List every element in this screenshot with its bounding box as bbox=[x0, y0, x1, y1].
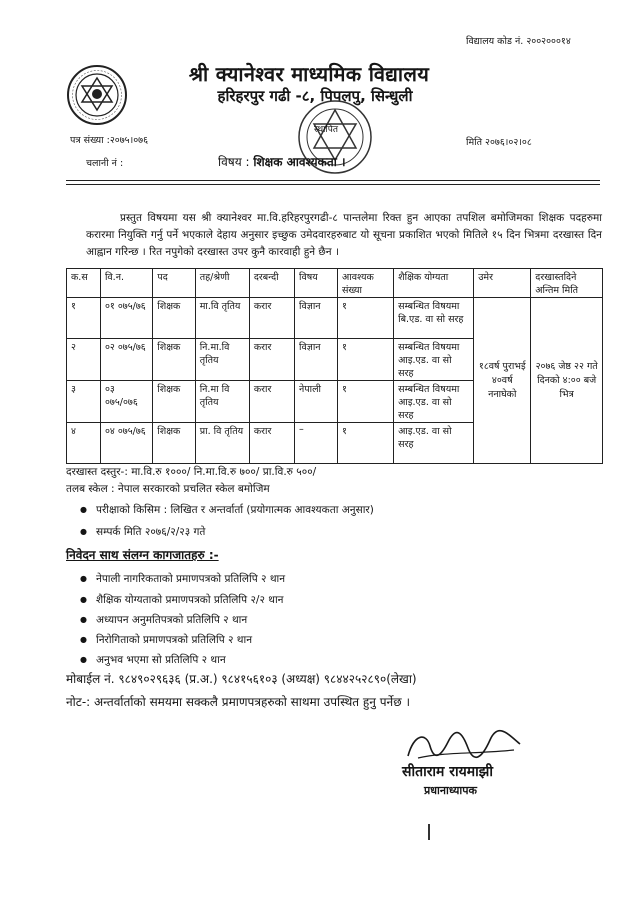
cell-level: नि.मा वि तृतिय bbox=[195, 381, 249, 423]
cell-sn: १ bbox=[67, 298, 101, 339]
mobile-numbers: मोबाईल नं. ९८४९०२९६३६ (प्र.अ.) ९८४१५६१०३ (अध्यक्ष) ९८४४२५२८९०(लेखा) bbox=[66, 672, 417, 686]
cell-post: शिक्षक bbox=[153, 339, 195, 381]
notice-body: प्रस्तुत विषयमा यस श्री क्यानेश्वर मा.वि.हरिहरपुरगढी-८ पान्तलेमा रिक्त हुन आएका तपशिल बमोजिमका शिक्षक पदहरुमा करारमा नियुक्ति गर्नु पर्ने भएकाले देहाय अनुसार इच्छुक उमेदवारहरुबाट यो सूचना प्रकाशित भएको मितिले १५ दिन भित्रमा दरखास्त दिन आह्वान गरिन्छ । रित नपुगेको दरखास्त उपर कुनै कारवाही हुने छैन । bbox=[86, 212, 602, 258]
cell-subject: विज्ञान bbox=[294, 339, 337, 381]
cell-subject: विज्ञान bbox=[294, 298, 337, 339]
col-header: शैक्षिक योग्यता bbox=[394, 269, 474, 298]
cell-post: शिक्षक bbox=[153, 423, 195, 464]
list-item: ● निरोगिताको प्रमाणपत्रको प्रतिलिपि २ थान bbox=[96, 633, 252, 647]
cell-adv-no: ०१ ०७५/७६ bbox=[100, 298, 152, 339]
col-header: पद bbox=[153, 269, 195, 298]
col-header: उमेर bbox=[474, 269, 531, 298]
subject-label: विषय : bbox=[218, 155, 250, 169]
col-header: वि.न. bbox=[100, 269, 152, 298]
cell-qualification: सम्बन्धित विषयमा आइ.एड. वा सो सरह bbox=[394, 339, 474, 381]
cell-subject: नेपाली bbox=[294, 381, 337, 423]
cell-post: शिक्षक bbox=[153, 298, 195, 339]
dispatch-number: चलानी नं : bbox=[86, 158, 124, 169]
school-logo-emblem bbox=[66, 64, 128, 126]
cell-count: १ bbox=[337, 423, 393, 464]
col-header: तह/श्रेणी bbox=[195, 269, 249, 298]
list-item: ● नेपाली नागरिकताको प्रमाणपत्रको प्रतिलिपि २ थान bbox=[96, 572, 285, 586]
cell-position: करार bbox=[249, 339, 294, 381]
cell-position: करार bbox=[249, 423, 294, 464]
pen-mark bbox=[428, 824, 430, 840]
cell-position: करार bbox=[249, 298, 294, 339]
established-label: स्थापित bbox=[314, 125, 338, 135]
cell-sn: ३ bbox=[67, 381, 101, 423]
table-header-row bbox=[67, 269, 603, 298]
cell-qualification: सम्बन्धित विषयमा आइ.एड. वा सो सरह bbox=[394, 381, 474, 423]
reference-number: पत्र संख्या :२०७५।०७६ bbox=[70, 135, 149, 146]
cell-subject: – bbox=[294, 423, 337, 464]
cell-position: करार bbox=[249, 381, 294, 423]
header-divider-second bbox=[66, 184, 600, 185]
note-text: नोट-: अन्तर्वार्ताको समयमा सक्कलै प्रमाणपत्रहरुको साथमा उपस्थित हुनु पर्नेछ । bbox=[66, 695, 410, 709]
col-header: विषय bbox=[294, 269, 337, 298]
school-address: हरिहरपुर गढी -८, पिपलपु, सिन्धुली bbox=[217, 87, 413, 105]
handwritten-signature bbox=[404, 728, 524, 764]
signatory-title: प्रधानाध्यापक bbox=[424, 784, 477, 797]
cell-adv-no: ०२ ०७५/७६ bbox=[100, 339, 152, 381]
school-name: श्री क्यानेश्वर माध्यमिक विद्यालय bbox=[188, 62, 430, 86]
documents-heading: निवेदन साथ संलग्न कागजातहरु :- bbox=[66, 548, 219, 562]
letter-date: मिति २०७६।०२।०८ bbox=[466, 137, 532, 148]
table-row bbox=[67, 298, 603, 339]
cell-count: १ bbox=[337, 298, 393, 339]
col-header: दरखास्तदिने अन्तिम मिति bbox=[531, 269, 603, 298]
header-divider bbox=[66, 180, 600, 181]
cell-age-limit: १८वर्ष पुराभई ४०वर्ष ननाघेको bbox=[474, 298, 531, 464]
salary-scale: तलब स्केल : नेपाल सरकारको प्रचलित स्केल बमोजिम bbox=[66, 483, 270, 495]
cell-sn: २ bbox=[67, 339, 101, 381]
application-fee: दरखास्त दस्तुर-: मा.वि.रु १०००/ नि.मा.वि.रु ७००/ प्रा.वि.रु ५००/ bbox=[66, 466, 317, 478]
list-item: ● अध्यापन अनुमतिपत्रको प्रतिलिपि २ थान bbox=[96, 613, 247, 627]
cell-sn: ४ bbox=[67, 423, 101, 464]
col-header: दरबन्दी bbox=[249, 269, 294, 298]
cell-adv-no: ०३ ०७५/०७६ bbox=[100, 381, 152, 423]
cell-level: नि.मा.वि तृतिय bbox=[195, 339, 249, 381]
subject-text: शिक्षक आवश्यकता । bbox=[253, 155, 346, 169]
cell-adv-no: ०४ ०७५/७६ bbox=[100, 423, 152, 464]
cell-deadline: २०७६ जेष्ठ २२ गते दिनको ४:०० बजे भित्र bbox=[531, 298, 603, 464]
list-item: ● अनुभव भएमा सो प्रतिलिपि २ थान bbox=[96, 653, 226, 667]
col-header: क.स bbox=[67, 269, 101, 298]
cell-count: १ bbox=[337, 381, 393, 423]
vacancy-table bbox=[66, 268, 603, 464]
cell-level: प्रा. वि तृतिय bbox=[195, 423, 249, 464]
cell-qualification: सम्बन्धित विषयमा बि.एड. वा सो सरह bbox=[394, 298, 474, 339]
list-item: ● शैक्षिक योग्यताको प्रमाणपत्रको प्रतिलिपि २/२ थान bbox=[96, 593, 284, 607]
col-header: आवश्यक संख्या bbox=[337, 269, 393, 298]
cell-count: १ bbox=[337, 339, 393, 381]
exam-type: ● परीक्षाको किसिम : लिखित र अन्तर्वार्ता (प्रयोगात्मक आवश्यकता अनुसार) bbox=[96, 503, 374, 517]
cell-post: शिक्षक bbox=[153, 381, 195, 423]
cell-qualification: आइ.एड. वा सो सरह bbox=[394, 423, 474, 464]
subject-line bbox=[218, 153, 346, 170]
cell-level: मा.वि तृतिय bbox=[195, 298, 249, 339]
signatory-name: सीताराम रायमाझी bbox=[402, 764, 493, 780]
contact-date: ● सम्पर्क मिति २०७६/२/२३ गते bbox=[96, 525, 205, 539]
school-code: विद्यालय कोड नं. २००२०००१४ bbox=[466, 36, 571, 47]
